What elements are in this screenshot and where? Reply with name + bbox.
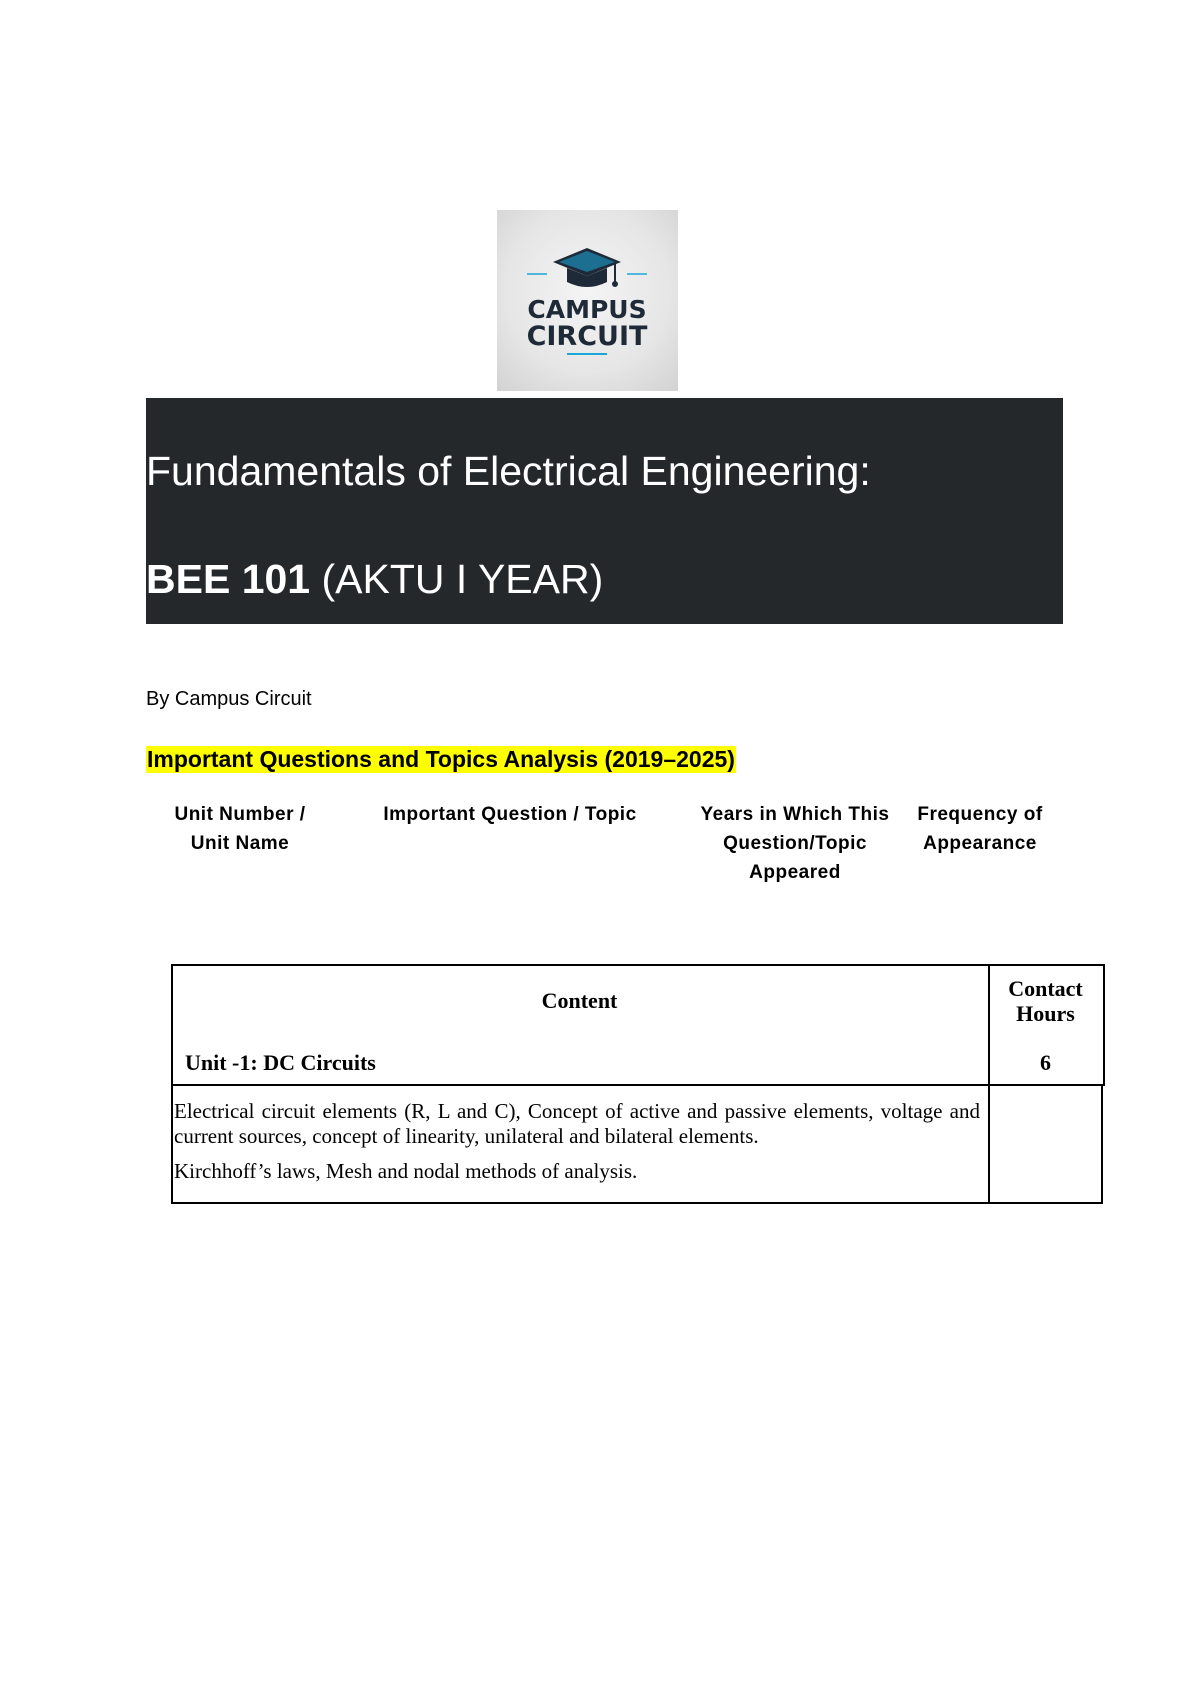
table-left-border <box>171 1084 173 1204</box>
byline: By Campus Circuit <box>146 688 312 710</box>
syllabus-table <box>171 964 1103 1204</box>
unit-content <box>174 1099 980 1194</box>
unit-hours: 6 <box>1040 1050 1051 1075</box>
logo-line2: CIRCUIT <box>526 321 648 352</box>
column-header-topic: Important Question / Topic <box>383 804 637 825</box>
contact-hours-header: Contact Hours <box>1008 976 1083 1026</box>
graduation-cap-icon <box>527 248 647 287</box>
course-subtitle: (AKTU I YEAR) <box>321 556 604 602</box>
unit-content-paragraph: Electrical circuit elements (R, L and C), Concept of active and passive elements, voltage and current sources, concept of linearity, unilateral and bilateral elements. <box>174 1099 980 1148</box>
column-header-years: Years in Which This Question/Topic Appeared <box>700 804 890 883</box>
column-header-frequency: Frequency of Appearance <box>917 804 1043 854</box>
table-bottom-border <box>171 1202 1103 1204</box>
title-banner <box>146 398 1063 624</box>
logo-line1: CAMPUS <box>527 295 647 324</box>
table-right-border <box>1101 1084 1103 1204</box>
content-header: Content <box>541 988 618 1013</box>
column-header-unit: Unit Number / Unit Name <box>174 804 306 854</box>
unit-content-paragraph: Kirchhoff’s laws, Mesh and nodal methods of analysis. <box>174 1159 638 1183</box>
campus-circuit-logo <box>497 210 678 391</box>
document-title: Fundamentals of Electrical Engineering: <box>146 448 871 494</box>
unit-title: Unit -1: DC Circuits <box>185 1050 376 1075</box>
course-line <box>146 556 603 603</box>
course-code: BEE 101 <box>146 556 311 602</box>
table-row-divider <box>171 1084 1103 1086</box>
section-heading: Important Questions and Topics Analysis (2019–2025) <box>147 746 735 772</box>
logo-graphic <box>497 210 678 391</box>
